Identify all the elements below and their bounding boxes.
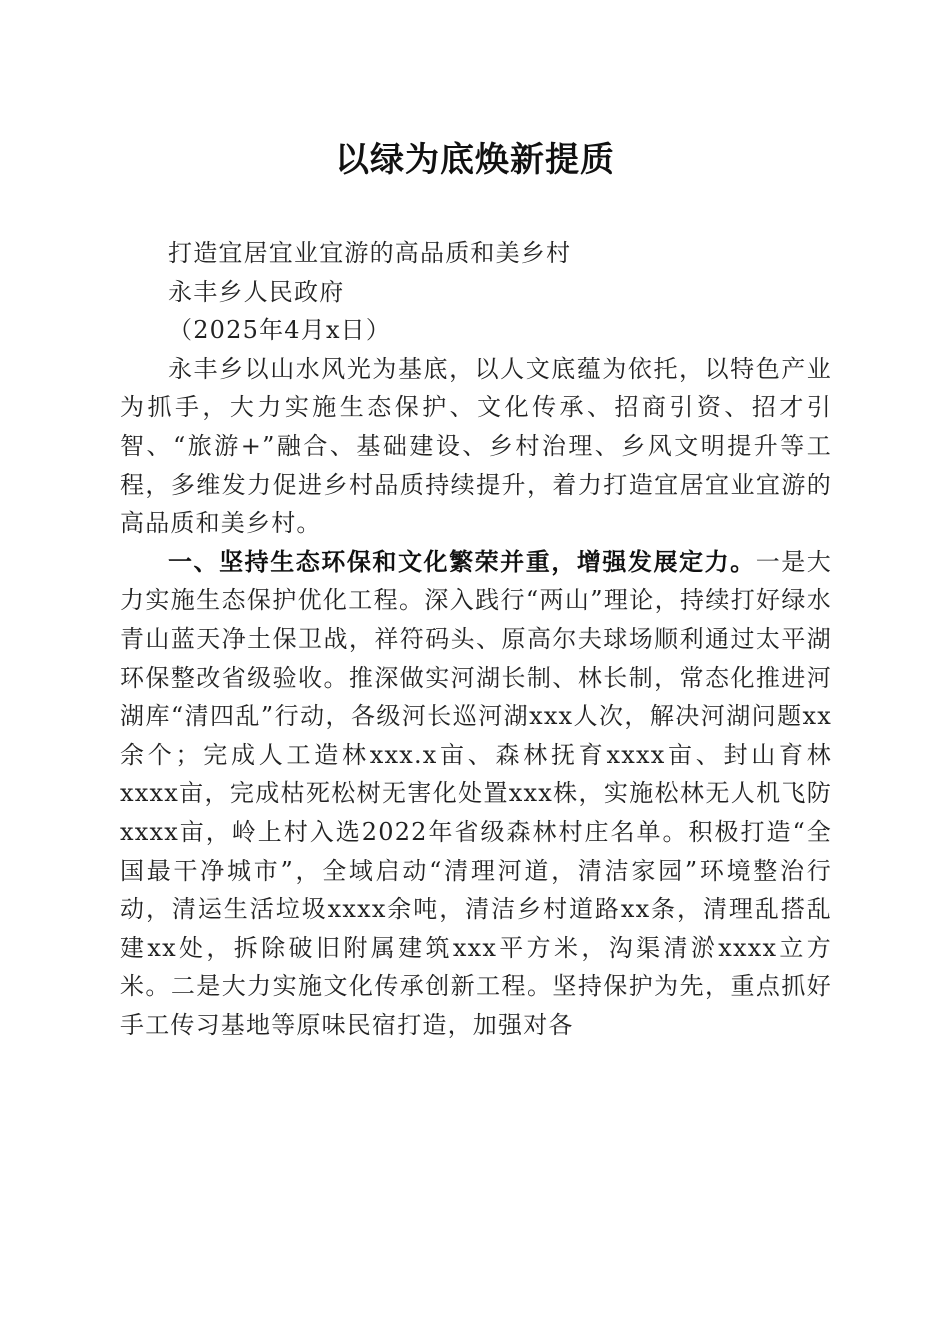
intro-paragraph: 永丰乡以山水风光为基底，以人文底蕴为依托，以特色产业为抓手，大力实施生态保护、文化传承、招商引资、招才引智、“旅游+”融合、基础建设、乡村治理、乡风文明提升等工程，多维发力促进乡村品质持续提升，着力打造宜居宜业宜游的高品质和美乡村。 (120, 354, 832, 538)
section-1-paragraph (120, 543, 832, 1045)
document-date: （2025年4月x日） (168, 316, 392, 345)
document-subtitle: 打造宜居宜业宜游的高品质和美乡村 (168, 239, 572, 267)
section-1-body: 一是大力实施生态保护优化工程。深入践行“两山”理论，持续打好绿水青山蓝天净土保卫战，祥符码头、原高尔夫球场顺利通过太平湖环保整改省级验收。推深做实河湖长制、林长制，常态化推进河湖库“清四乱”行动，各级河长巡河湖xxx人次，解决河湖问题xx余个；完成人工造林xxx.x亩、森林抚育xxxx亩、封山育林xxxx亩，完成枯死松树无害化处置xxx株，实施松林无人机飞防xxxx亩，岭上村入选2022年省级森林村庄名单。积极打造“全国最干净城市”，全域启动“清理河道，清洁家园”环境整治行动，清运生活垃圾xxxx余吨，清洁乡村道路xx条，清理乱搭乱建xx处，拆除破旧附属建筑xxx平方米，沟渠清淤xxxx立方米。二是大力实施文化传承创新工程。坚持保护为先，重点抓好手工传习基地等原味民宿打造，加强对各 (120, 547, 832, 1039)
section-1-heading: 一、坚持生态环保和文化繁荣并重，增强发展定力。 (168, 546, 756, 576)
document-author: 永丰乡人民政府 (168, 277, 345, 306)
document-title: 以绿为底焕新提质 (335, 140, 615, 180)
document-body (120, 234, 832, 1044)
